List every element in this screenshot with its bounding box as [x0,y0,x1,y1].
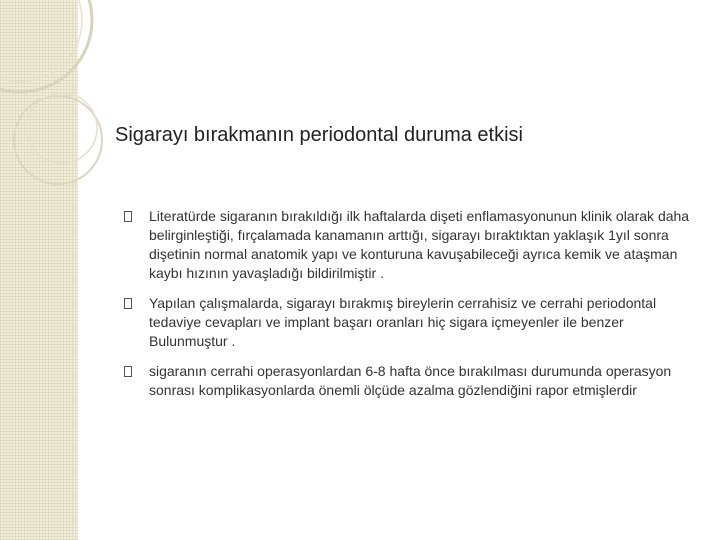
bullet-item [124,294,700,351]
decorative-circles [0,0,130,220]
decorative-circle-small [27,93,97,163]
missing-glyph-box-icon [124,366,132,377]
bullet-item [124,207,700,283]
decorative-circle-medium [14,96,102,184]
bullet-item [124,362,700,400]
bullet-text: sigaranın cerrahi operasyonlardan 6-8 hafta önce bırakılması durumunda operasyon sonrası komplikasyonlarda önemli ölçüde azalma gözlendiğini rapor etmişlerdir [149,363,672,398]
missing-glyph-box-icon [124,211,132,222]
missing-glyph-box-icon [124,298,132,309]
bullet-list [124,207,700,400]
bullet-text: Literatürde sigaranın bırakıldığı ilk haftalarda dişeti enflamasyonunun klinik olarak daha belirginleştiği, fırçalamada kanamanın arttığı, sigarayı bıraktıktan yaklaşık 1yıl sonra dişetinin normal anatomik yapı ve konturuna kavuşabileceği ayrıca kemik ve ataşman kaybı hızının yavaşladığı bildirilmiştir . [149,208,690,281]
bullet-text: Yapılan çalışmalarda, sigarayı bırakmış bireylerin cerrahisiz ve cerrahi periodontal tedaviye cevapları ve implant başarı oranları hiç sigara içmeyenler ile benzer Bulunmuştur . [149,295,657,349]
decorative-circle-inner [0,0,82,82]
decorative-circle-large [0,0,92,92]
slide-title: Sigarayı bırakmanın periodontal duruma etkisi [115,124,523,146]
